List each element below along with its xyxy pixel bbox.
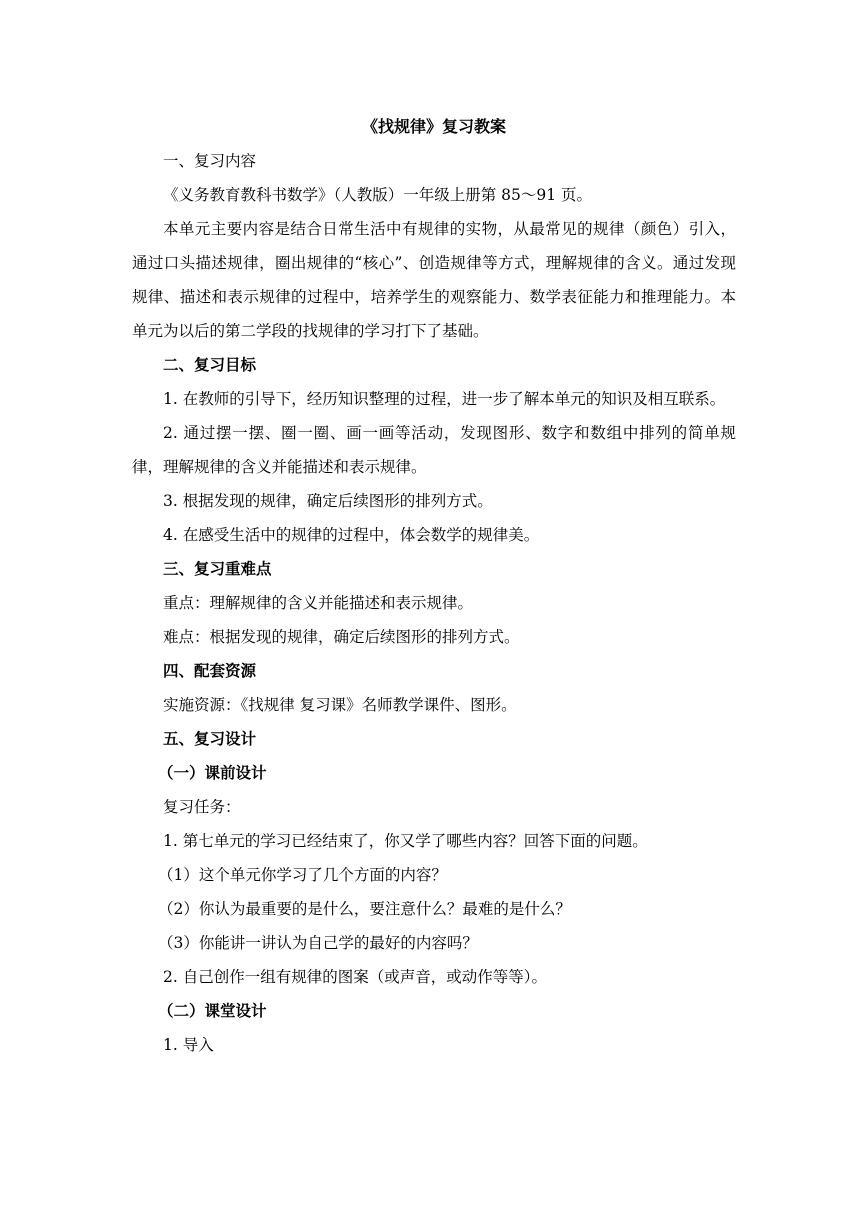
document-body bbox=[132, 110, 736, 1062]
goal-item-4: 4. 在感受生活中的规律的过程中，体会数学的规律美。 bbox=[163, 526, 540, 544]
review-task-label: 复习任务： bbox=[163, 798, 241, 816]
question-1: （1）这个单元你学习了几个方面的内容？ bbox=[158, 866, 447, 884]
unit-summary-paragraph: 本单元主要内容是结合日常生活中有规律的实物，从最常见的规律（颜色）引入，通过口头描述规律，圈出规律的“核心”、创造规律等方式，理解规律的含义。通过发现规律、描述和表示规律的过程中，培养学生的观察能力、数学表征能力和推理能力。本单元为以后的第二学段的找规律的学习打下了基础。 bbox=[132, 220, 736, 340]
key-point-text: 重点：理解规律的含义并能描述和表示规律。 bbox=[163, 594, 474, 612]
section-heading-review-content: 一、复习内容 bbox=[163, 152, 257, 170]
review-task-2: 2. 自己创作一组有规律的图案（或声音，或动作等等）。 bbox=[163, 968, 547, 986]
resources-text: 实施资源：《找规律 复习课》名师教学课件、图形。 bbox=[163, 696, 517, 714]
subsection-heading-in-class: （二）课堂设计 bbox=[158, 1001, 267, 1020]
subsection-heading-pre-class: （一）课前设计 bbox=[158, 763, 267, 782]
section-heading-review-goals: 二、复习目标 bbox=[163, 355, 257, 374]
goal-item-3: 3. 根据发现的规律，确定后续图形的排列方式。 bbox=[163, 492, 493, 510]
question-2: （2）你认为最重要的是什么，要注意什么？最难的是什么？ bbox=[158, 900, 571, 918]
review-task-1: 1. 第七单元的学习已经结束了，你又学了哪些内容？回答下面的问题。 bbox=[163, 832, 648, 850]
difficult-point-text: 难点：根据发现的规律，确定后续图形的排列方式。 bbox=[163, 628, 520, 646]
section-heading-review-design: 五、复习设计 bbox=[163, 729, 257, 748]
intro-step: 1. 导入 bbox=[163, 1036, 214, 1054]
goal-item-1: 1. 在教师的引导下，经历知识整理的过程，进一步了解本单元的知识及相互联系。 bbox=[163, 390, 726, 408]
document-title: 《找规律》复习教案 bbox=[361, 117, 506, 136]
section-heading-key-points: 三、复习重难点 bbox=[163, 559, 272, 578]
goal-item-2: 2. 通过摆一摆、圈一圈、画一画等活动，发现图形、数字和数组中排列的简单规律，理解规律的含义并能描述和表示规律。 bbox=[132, 424, 736, 476]
question-3: （3）你能讲一讲认为自己学的最好的内容吗？ bbox=[158, 934, 478, 952]
section-heading-resources: 四、配套资源 bbox=[163, 661, 257, 680]
textbook-reference: 《义务教育教科书数学》（人教版）一年级上册第 85～91 页。 bbox=[163, 186, 593, 204]
